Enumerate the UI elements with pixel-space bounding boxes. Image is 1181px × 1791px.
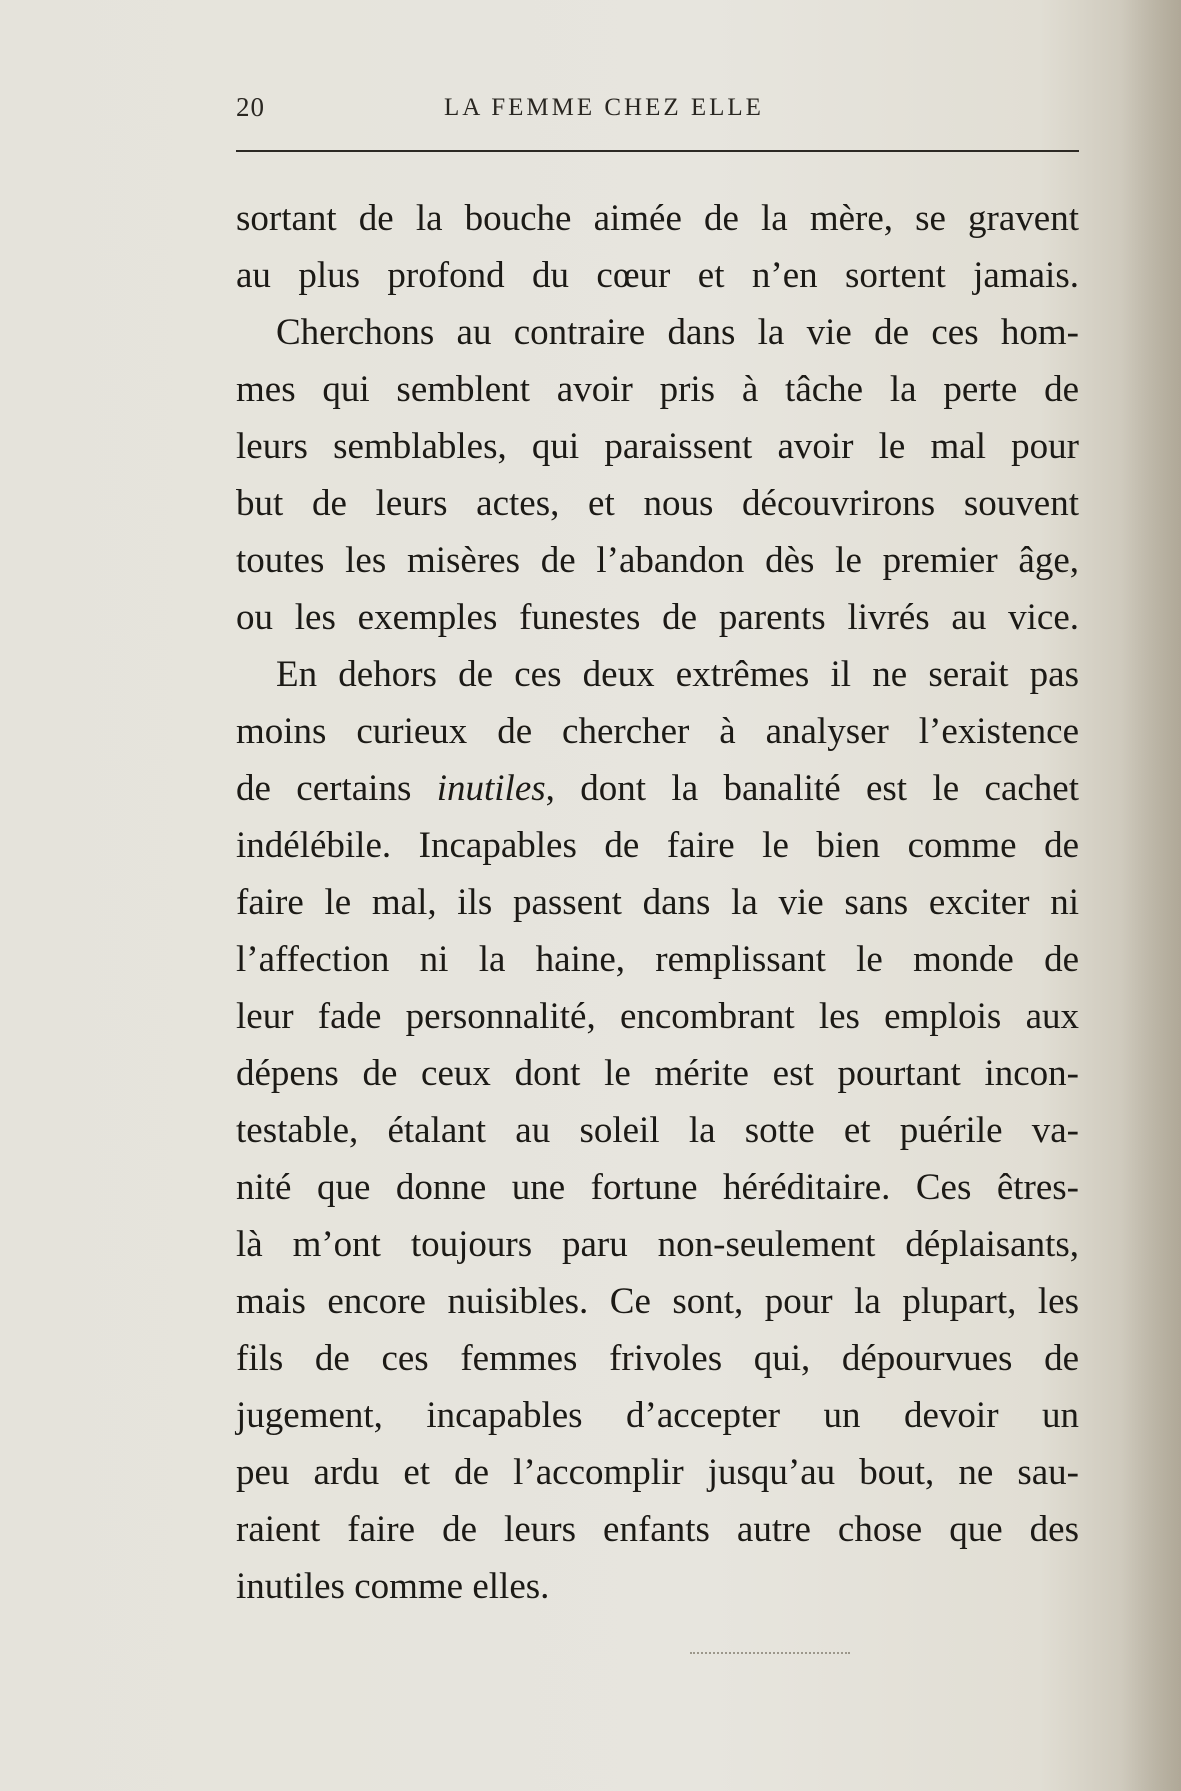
- running-head: [236, 92, 1079, 132]
- text-segment: , dont la banalité est le cachet: [545, 768, 1079, 809]
- text-segment: de certains: [236, 768, 437, 809]
- text-line: là m’ont toujours paru non-seulement déplaisants,: [236, 1224, 1079, 1265]
- text-line: En dehors de ces deux extrêmes il ne serait pas: [276, 654, 1079, 695]
- text-line: leur fade personnalité, encombrant les emplois aux: [236, 996, 1079, 1037]
- text-line: indélébile. Incapables de faire le bien comme de: [236, 825, 1079, 866]
- text-line: Cherchons au contraire dans la vie de ces hom-: [276, 312, 1079, 353]
- text-line: raient faire de leurs enfants autre chose que des: [236, 1509, 1079, 1550]
- text-line: sortant de la bouche aimée de la mère, se gravent: [236, 198, 1079, 239]
- text-line: but de leurs actes, et nous découvrirons souvent: [236, 483, 1079, 524]
- page-edge-shadow: [1121, 0, 1181, 1791]
- text-line: au plus profond du cœur et n’en sortent jamais.: [236, 255, 1079, 296]
- text-line: moins curieux de chercher à analyser l’existence: [236, 711, 1079, 752]
- text-line: fils de ces femmes frivoles qui, dépourvues de: [236, 1338, 1079, 1379]
- text-line: mes qui semblent avoir pris à tâche la perte de: [236, 369, 1079, 410]
- running-title: LA FEMME CHEZ ELLE: [444, 94, 764, 121]
- body-text: [236, 190, 1079, 1615]
- text-line: mais encore nuisibles. Ce sont, pour la plupart, les: [236, 1281, 1079, 1322]
- text-line: jugement, incapables d’accepter un devoir un: [236, 1395, 1079, 1436]
- text-line: inutiles comme elles.: [236, 1566, 550, 1607]
- text-line: leurs semblables, qui paraissent avoir le mal pour: [236, 426, 1079, 467]
- text-line: peu ardu et de l’accomplir jusqu’au bout, ne sau-: [236, 1452, 1079, 1493]
- text-line: dépens de ceux dont le mérite est pourtant incon-: [236, 1053, 1079, 1094]
- text-line: ou les exemples funestes de parents livrés au vice.: [236, 597, 1079, 638]
- text-line: l’affection ni la haine, remplissant le monde de: [236, 939, 1079, 980]
- page-number: 20: [236, 92, 265, 122]
- text-line: testable, étalant au soleil la sotte et puérile va-: [236, 1110, 1079, 1151]
- text-line: faire le mal, ils passent dans la vie sans exciter ni: [236, 882, 1079, 923]
- text-line-mixed: [236, 760, 1079, 817]
- header-rule: [236, 150, 1079, 152]
- end-ornament: [690, 1652, 850, 1660]
- text-line: toutes les misères de l’abandon dès le premier âge,: [236, 540, 1079, 581]
- italic-word: inutiles: [436, 768, 546, 809]
- text-line: nité que donne une fortune héréditaire. Ces êtres-: [236, 1167, 1079, 1208]
